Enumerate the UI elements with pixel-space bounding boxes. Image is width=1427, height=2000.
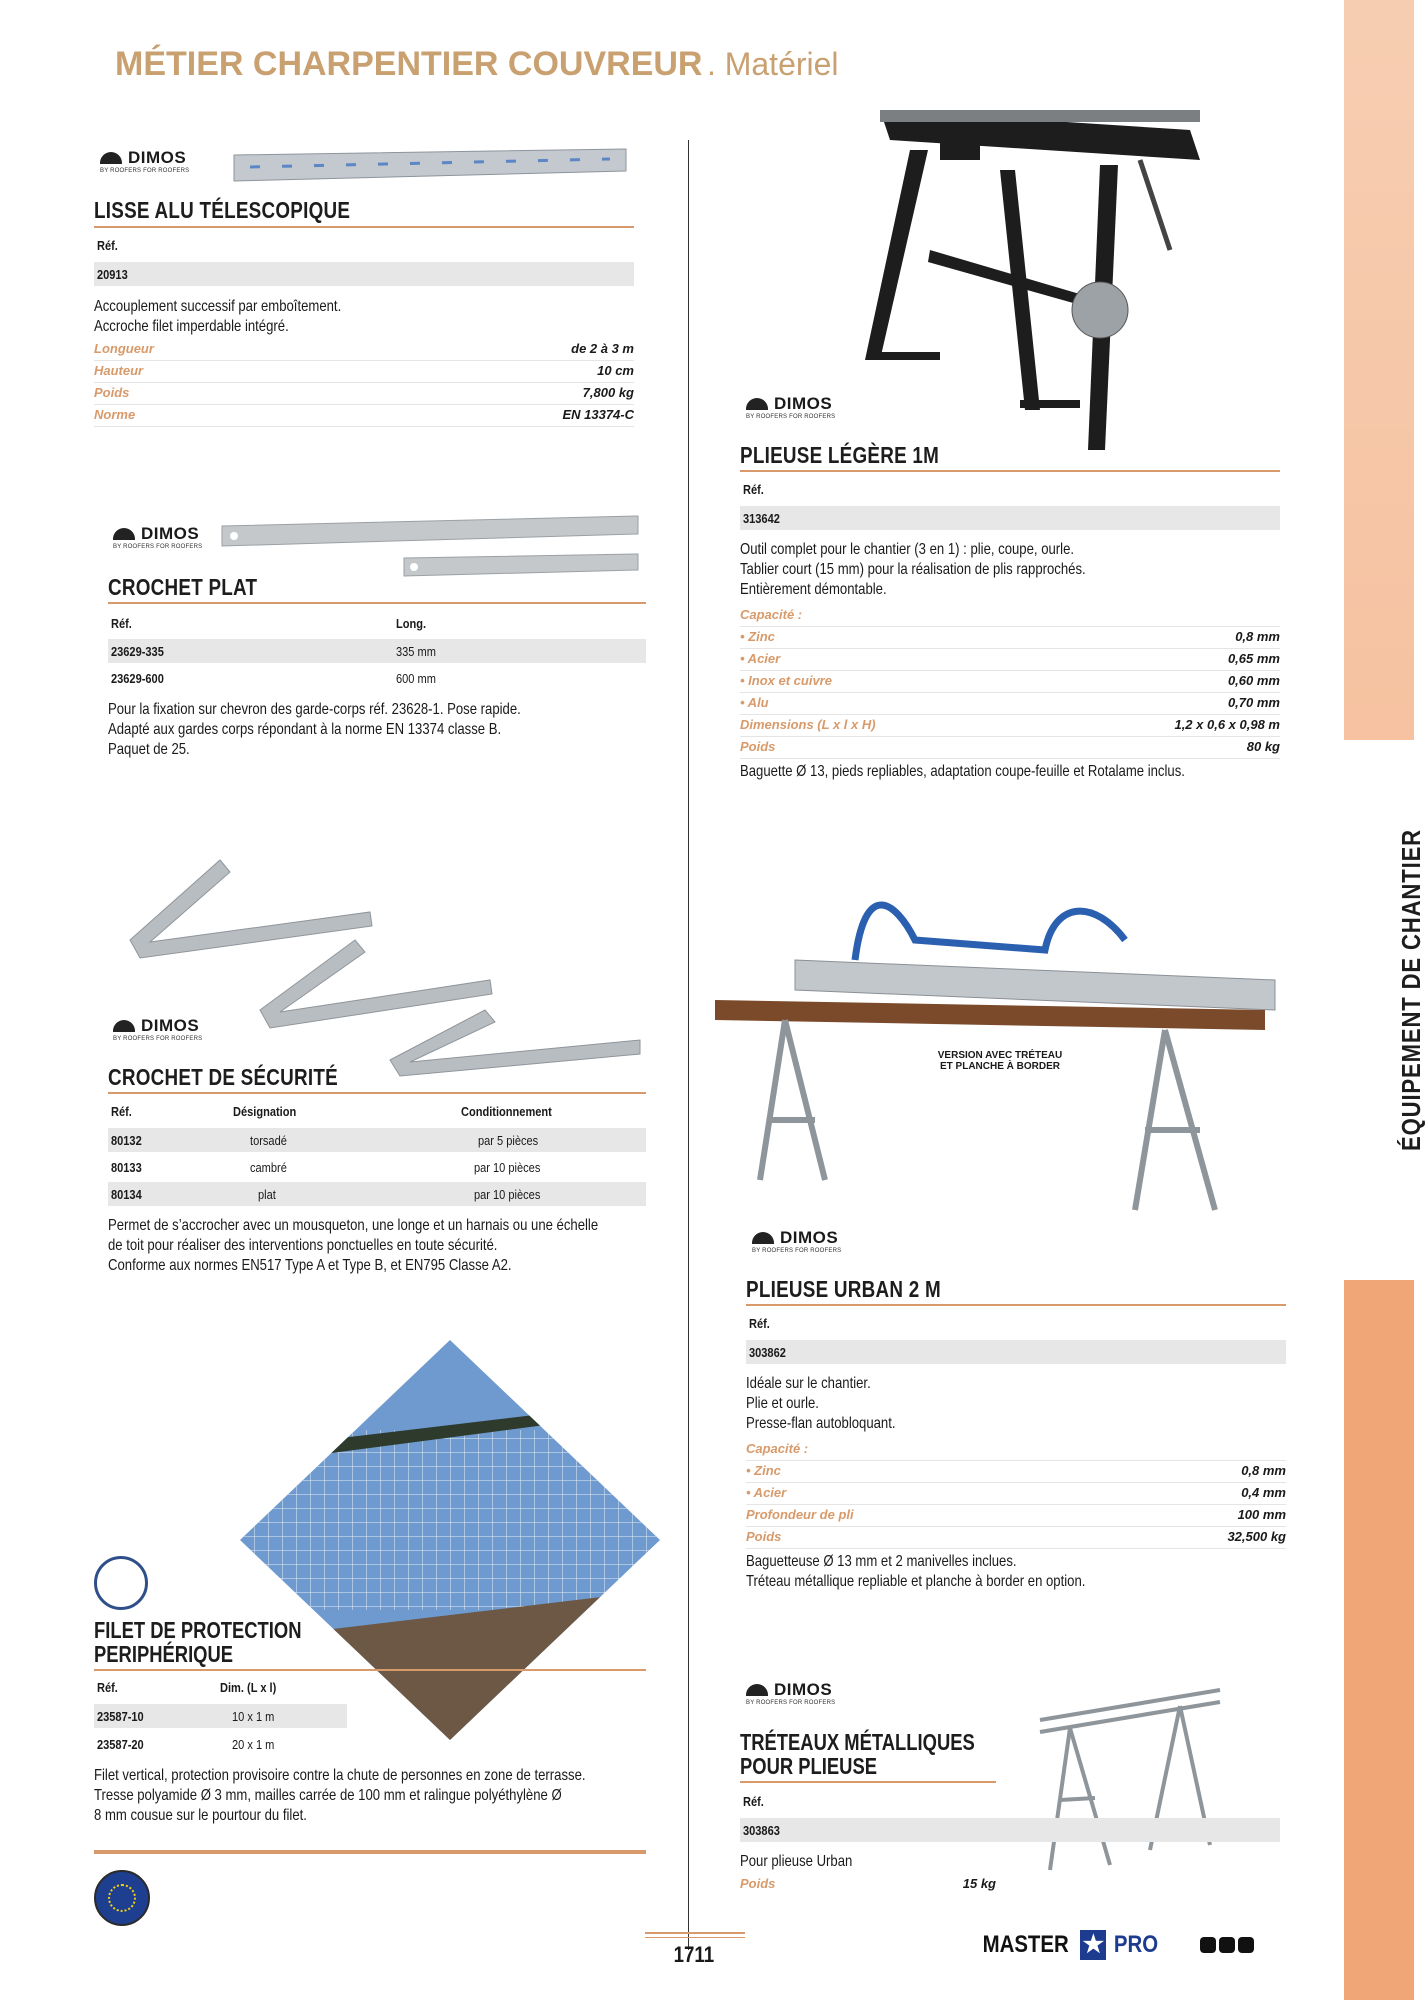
ref-row: [94, 262, 634, 286]
filet-desc: Filet vertical, protection provisoire contre la chute de personnes en zone de terrasse. Tresse polyamide Ø 3 mm, mailles carrée de 100 mm et ralingue polyéthylène Ø 8 mm cousue sur le pourtour du filet.: [94, 1767, 586, 1824]
spec-row: • Acier 0,4 mm: [746, 1482, 1286, 1505]
dimos-icon: [113, 528, 135, 540]
dimos-icon: [746, 1684, 768, 1696]
ref-label: Réf.: [749, 1316, 770, 1331]
title-rule: [94, 1669, 646, 1671]
table-row: 23629-335 335 mm: [108, 639, 646, 663]
col-header: Conditionnement: [461, 1104, 552, 1119]
col-header: Réf.: [97, 1680, 118, 1695]
spec-row: Poids 80 kg: [740, 736, 1280, 759]
image-caption: VERSION AVEC TRÉTEAU ET PLANCHE À BORDER: [937, 1050, 1063, 1072]
page-number: 1711: [673, 1942, 715, 1967]
plieuse-1m-desc: Outil complet pour le chantier (3 en 1) : plie, coupe, ourle. Tablier court (15 mm) pour la réalisation de plis rapprochés. Entièrement démontable.: [740, 541, 1086, 598]
table-row: 23587-10 10 x 1 m: [94, 1704, 347, 1728]
table-row: 23629-600 600 mm: [111, 671, 436, 686]
bottom-rule: [94, 1850, 646, 1854]
spec-row: Poids 7,800 kg: [94, 382, 634, 405]
title-rule: [94, 226, 634, 228]
spec-row: Dimensions (L x l x H) 1,2 x 0,6 x 0,98 m: [740, 714, 1280, 737]
spec-row: Capacité :: [746, 1438, 1286, 1461]
crochet-plat-title: CROCHET PLAT: [108, 574, 258, 600]
footer-rule: [645, 1932, 745, 1934]
treteaux-desc: Pour plieuse Urban: [740, 1853, 853, 1870]
treteaux-title: TRÉTEAUX MÉTALLIQUES POUR PLIEUSE: [740, 1729, 975, 1779]
lisse-title: LISSE ALU TÉLESCOPIQUE: [94, 197, 351, 223]
spec-row: • Zinc 0,8 mm: [746, 1460, 1286, 1483]
crochet-securite-desc: Permet de s’accrocher avec un mousqueton, une longe et un harnais ou une échelle de toit pour réaliser des interventions ponctuelles en toute sécurité. Conforme aux normes EN517 Type A et Type B, et EN795 Classe A2.: [108, 1217, 599, 1274]
brand-logo: DIMOS BY ROOFERS FOR ROOFERS: [752, 1228, 842, 1254]
table-row: 23587-20 20 x 1 m: [97, 1737, 275, 1752]
table-row: 80133 cambré par 10 pièces: [111, 1160, 541, 1175]
dimos-icon: [752, 1232, 774, 1244]
ref-row: [746, 1340, 1286, 1364]
filet-image: [240, 1340, 660, 1740]
plieuse-urban-note: Baguetteuse Ø 13 mm et 2 manivelles inclues. Tréteau métallique repliable et planche à border en option.: [746, 1553, 1086, 1590]
dimos-icon: [100, 152, 122, 164]
title-rule: [108, 602, 646, 604]
page-title: MÉTIER CHARPENTIER COUVREUR . Matériel: [115, 45, 839, 83]
col-header: Dim. (L x l): [220, 1680, 277, 1695]
title-rule: [740, 470, 1280, 472]
column-divider: [688, 140, 689, 1950]
brand-logo: DIMOS BY ROOFERS FOR ROOFERS: [100, 148, 190, 174]
star-icon: ★: [1080, 1930, 1106, 1960]
spec-row: • Zinc 0,8 mm: [740, 626, 1280, 649]
section-label: ÉQUIPEMENT DE CHANTIER: [1396, 829, 1426, 1151]
spec-row: Longueur de 2 à 3 m: [94, 338, 634, 361]
ref-value: 303862: [749, 1345, 786, 1360]
ref-value: 303863: [743, 1823, 780, 1838]
dimos-icon: [113, 1020, 135, 1032]
col-header: Réf.: [111, 1104, 132, 1119]
ref-value: 313642: [743, 511, 780, 526]
title-rule: [108, 1092, 646, 1094]
spec-row: • Alu 0,70 mm: [740, 692, 1280, 715]
certification-seal: [94, 1556, 148, 1610]
ref-row: [740, 506, 1280, 530]
table-row: 80134 plat par 10 pièces: [108, 1182, 646, 1206]
brand-logo: DIMOS BY ROOFERS FOR ROOFERS: [746, 394, 836, 420]
filet-title: FILET DE PROTECTION PERIPHÉRIQUE: [94, 1617, 302, 1667]
title-rule: [746, 1304, 1286, 1306]
brand-logo: DIMOS BY ROOFERS FOR ROOFERS: [113, 524, 203, 550]
ref-value: 20913: [97, 267, 128, 282]
col-header: Réf.: [111, 616, 132, 631]
table-row: 80132 torsadé par 5 pièces: [108, 1128, 646, 1152]
spec-row: • Inox et cuivre 0,60 mm: [740, 670, 1280, 693]
spec-row: Hauteur 10 cm: [94, 360, 634, 383]
masterpro-logo: MASTER ★ PRO: [982, 1931, 1159, 1958]
treteaux-image: [1030, 1680, 1230, 1880]
col-header: Long.: [396, 616, 427, 631]
spec-row: Poids 32,500 kg: [746, 1526, 1286, 1549]
spec-row: Poids 15 kg: [740, 1876, 996, 1891]
brand-logo: DIMOS BY ROOFERS FOR ROOFERS: [113, 1016, 203, 1042]
footer-rule: [645, 1937, 745, 1938]
crochet-plat-image: [218, 512, 638, 582]
eu-flag-icon: [94, 1870, 150, 1926]
ref-label: Réf.: [743, 482, 764, 497]
lisse-desc: Accouplement successif par emboîtement. Accroche filet imperdable intégré.: [94, 298, 342, 335]
decorative-dots: [1200, 1937, 1254, 1953]
col-header: Désignation: [233, 1104, 297, 1119]
crochet-plat-desc: Pour la fixation sur chevron des garde-corps réf. 23628-1. Pose rapide. Adapté aux gardes corps répondant à la norme EN 13374 classe B. Paquet de 25.: [108, 701, 521, 758]
ref-row: [740, 1818, 1280, 1842]
spec-row: Capacité :: [740, 604, 1280, 627]
ref-label: Réf.: [97, 238, 118, 253]
brand-logo: DIMOS BY ROOFERS FOR ROOFERS: [746, 1680, 836, 1706]
plieuse-1m-note: Baguette Ø 13, pieds repliables, adaptation coupe-feuille et Rotalame inclus.: [740, 763, 1185, 780]
plieuse-1m-title: PLIEUSE LÉGÈRE 1M: [740, 442, 940, 468]
lisse-image: [230, 145, 630, 185]
dimos-icon: [746, 398, 768, 410]
spec-row: • Acier 0,65 mm: [740, 648, 1280, 671]
plieuse-urban-desc: Idéale sur le chantier. Plie et ourle. Presse-flan autobloquant.: [746, 1375, 896, 1432]
spec-row: Profondeur de pli 100 mm: [746, 1504, 1286, 1527]
plieuse-urban-title: PLIEUSE URBAN 2 M: [746, 1276, 941, 1302]
plieuse-1m-image: [870, 70, 1230, 460]
title-rule: [740, 1781, 996, 1783]
crochet-securite-title: CROCHET DE SÉCURITÉ: [108, 1064, 338, 1090]
spec-row: Norme EN 13374-C: [94, 404, 634, 427]
ref-label: Réf.: [743, 1794, 764, 1809]
